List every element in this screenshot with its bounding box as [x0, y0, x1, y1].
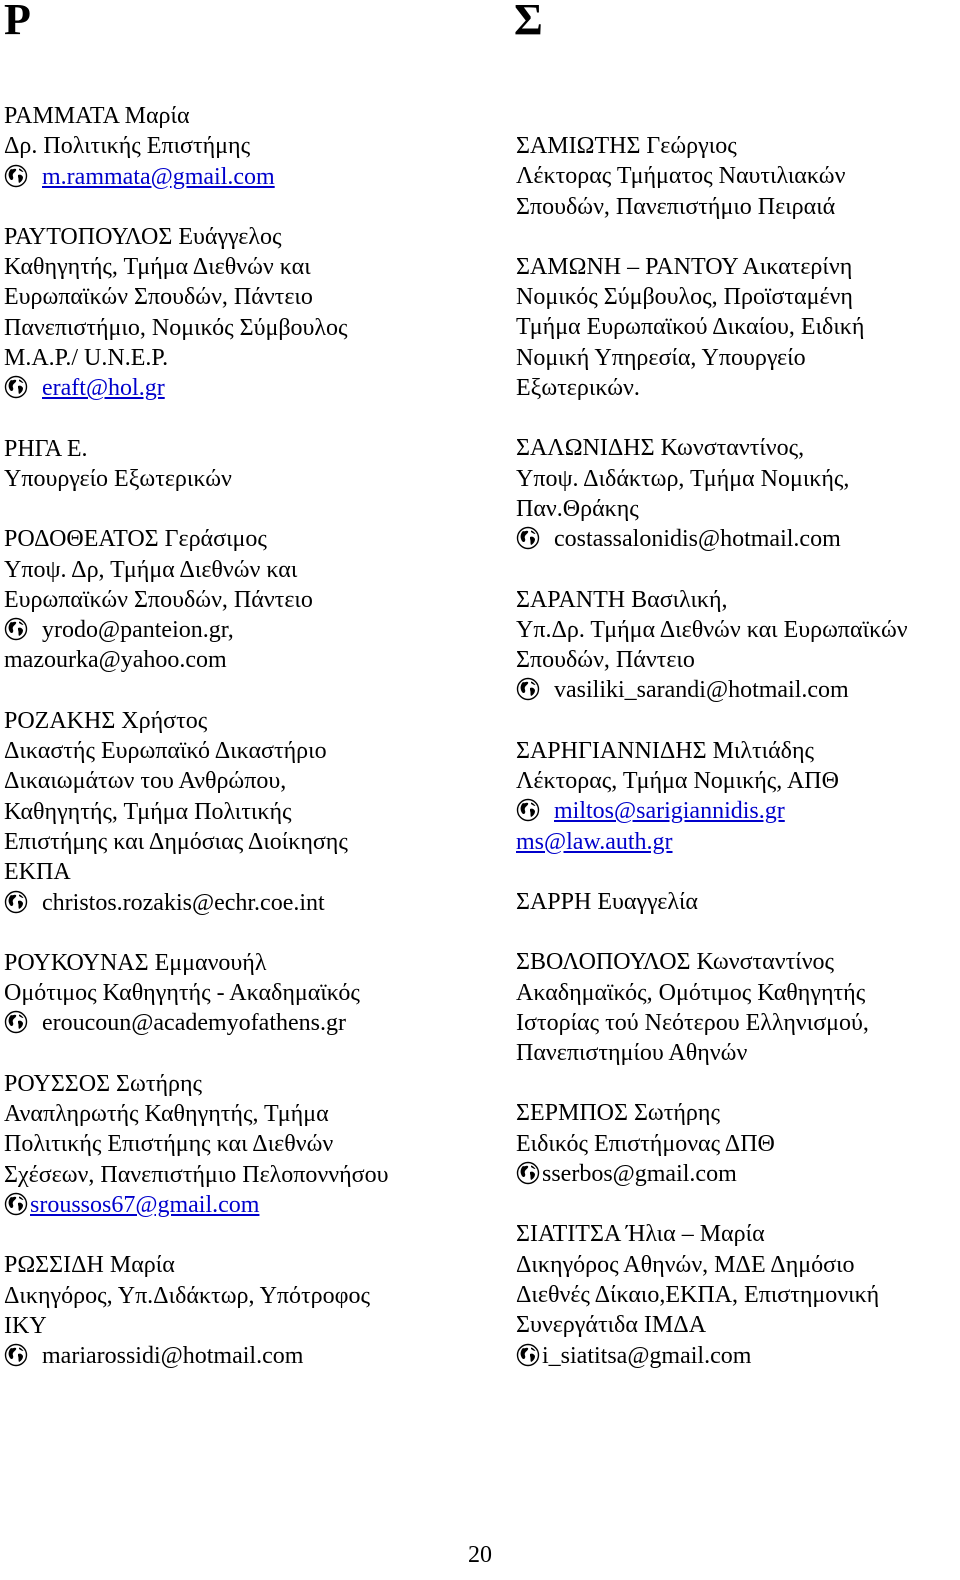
person-name [516, 1098, 956, 1128]
line-text: mazourka@yahoo.com [4, 647, 227, 674]
line-text: ΡΟΔΟΘΕΑΤΟΣ Γεράσιμος [4, 526, 267, 553]
affiliation-line [4, 827, 456, 857]
affiliation-line [516, 192, 956, 222]
email-link[interactable]: sroussos67@gmail.com [30, 1191, 260, 1218]
affiliation-line [516, 766, 956, 796]
globe-icon [516, 798, 540, 822]
affiliation-line [516, 645, 956, 675]
email-link[interactable]: eraft@hol.gr [42, 375, 165, 402]
left-entry [4, 434, 456, 495]
line-text: ΡΑΥΤΟΠΟΥΛΟΣ Ευάγγελος [4, 223, 282, 250]
left-entry [4, 1069, 456, 1220]
line-text: Λέκτορας, Τμήμα Νομικής, ΑΠΘ [516, 768, 839, 795]
affiliation-line [4, 464, 456, 494]
right-entry [516, 947, 956, 1068]
line-text: ΣΑΛΩΝΙΔΗΣ Κωνσταντίνος, [516, 435, 805, 462]
affiliation-line [4, 1099, 456, 1129]
globe-icon [516, 526, 540, 550]
line-text: ΡΑΜΜΑΤΑ Μαρία [4, 103, 190, 129]
line-text: Πανεπιστημίου Αθηνών [516, 1040, 748, 1067]
globe-icon [4, 617, 28, 641]
line-text: Διεθνές Δίκαιο,ΕΚΠΑ, Επιστημονική [516, 1281, 880, 1308]
line-text: Πανεπιστήμιο, Νομικός Σύμβουλος [4, 314, 348, 341]
line-text: ΣΑΡΑΝΤΗ Βασιλική, [516, 586, 728, 613]
globe-icon [516, 1343, 540, 1367]
left-entry [4, 524, 456, 675]
line-text: Δικαστής Ευρωπαϊκό Δικαστήριο [4, 738, 327, 765]
affiliation-line [516, 1038, 956, 1068]
right-entry [516, 1219, 956, 1370]
right-entry [516, 887, 956, 917]
affiliation-line [4, 282, 456, 312]
email-line [4, 1341, 456, 1371]
line-text: Ακαδημαϊκός, Ομότιμος Καθηγητής [516, 979, 866, 1006]
line-text: costassalonidis@hotmail.com [554, 526, 841, 553]
affiliation-line [4, 585, 456, 615]
person-name [516, 736, 956, 766]
line-text: ΣΑΜΩΝΗ – ΡΑΝΤΟΥ Αικατερίνη [516, 253, 853, 280]
line-text: ΣΑΡΗΓΙΑΝΝΙΔΗΣ Μιλτιάδης [516, 737, 815, 764]
line-text: Τμήμα Ευρωπαϊκού Δικαίου, Ειδική [516, 314, 865, 341]
affiliation-line [516, 343, 956, 373]
affiliation-line [4, 1281, 456, 1311]
affiliation-line [516, 494, 956, 524]
line-text: Ειδικός Επιστήμονας ΔΠΘ [516, 1130, 775, 1157]
affiliation-line [516, 464, 956, 494]
person-name [516, 131, 956, 161]
email-line [4, 888, 456, 918]
affiliation-line [4, 1129, 456, 1159]
affiliation-line [4, 313, 456, 343]
line-text: yrodo@panteion.gr, [42, 617, 234, 644]
line-text: Νομική Υπηρεσία, Υπουργείο [516, 344, 806, 371]
line-text: Αναπληρωτής Καθηγητής, Τμήμα [4, 1101, 329, 1128]
affiliation-line [516, 1310, 956, 1340]
affiliation-line [4, 1311, 456, 1341]
affiliation-line [516, 1280, 956, 1310]
line-text: ΡΗΓΑ Ε. [4, 435, 88, 462]
email-line[interactable] [4, 162, 456, 192]
email-line [4, 615, 456, 645]
line-text: ΡΟΖΑΚΗΣ Χρήστος [4, 707, 208, 734]
line-text: ΣΙΑΤΙΤΣΑ Ήλια – Μαρία [516, 1221, 765, 1248]
globe-icon [4, 890, 28, 914]
line-text: ΣΒΟΛΟΠΟΥΛΟΣ Κωνσταντίνος [516, 949, 835, 976]
line-text: Δικηγόρος Αθηνών, ΜΔΕ Δημόσιο [516, 1251, 855, 1278]
right-entry [516, 131, 956, 222]
affiliation-line [516, 373, 956, 403]
line-text: eroucoun@academyofathens.gr [42, 1010, 346, 1037]
affiliation-line [516, 282, 956, 312]
person-name [516, 1219, 956, 1249]
email-line [516, 1159, 956, 1189]
affiliation-line [516, 1008, 956, 1038]
email-line[interactable] [516, 827, 956, 857]
person-name [516, 433, 956, 463]
email-link[interactable]: miltos@sarigiannidis.gr [554, 798, 785, 825]
person-name [4, 948, 456, 978]
line-text: Ομότιμος Καθηγητής - Ακαδημαϊκός [4, 980, 360, 1007]
affiliation-line [516, 1250, 956, 1280]
person-name [4, 706, 456, 736]
globe-icon [4, 164, 28, 188]
line-text: sserbos@gmail.com [542, 1161, 737, 1188]
email-link[interactable]: m.rammata@gmail.com [42, 163, 275, 190]
left-entry [4, 1250, 456, 1371]
line-text: Δικηγόρος, Υπ.Διδάκτωρ, Υπότροφος [4, 1282, 370, 1309]
affiliation-line [516, 312, 956, 342]
globe-icon [516, 1161, 540, 1185]
right-entry [516, 585, 956, 706]
globe-icon [4, 375, 28, 399]
right-entry [516, 736, 956, 857]
section-letter-rho: Ρ [4, 0, 31, 44]
line-text: ΣΑΜΙΩΤΗΣ Γεώργιος [516, 133, 737, 159]
email-line [516, 675, 956, 705]
line-text: Καθηγητής, Τμήμα Πολιτικής [4, 798, 292, 825]
right-column [516, 131, 956, 1401]
line-text: Δρ. Πολιτικής Επιστήμης [4, 133, 251, 160]
affiliation-line [4, 555, 456, 585]
line-text: Λέκτορας Τμήματος Ναυτιλιακών [516, 163, 846, 190]
affiliation-line [516, 1129, 956, 1159]
person-name [516, 947, 956, 977]
person-name [516, 887, 956, 917]
line-text: Καθηγητής, Τμήμα Διεθνών και [4, 254, 311, 281]
line-text: Επιστήμης και Δημόσιας Διοίκησης [4, 828, 348, 855]
line-text: Συνεργάτιδα ΙΜΔΑ [516, 1312, 707, 1339]
affiliation-line [516, 615, 956, 645]
person-name [4, 434, 456, 464]
line-text: Σπουδών, Πανεπιστήμιο Πειραιά [516, 193, 836, 220]
line-text: ΡΟΥΣΣΟΣ Σωτήρης [4, 1070, 203, 1097]
email-line[interactable] [4, 373, 456, 403]
globe-icon [4, 1010, 28, 1034]
left-entry [4, 101, 456, 192]
affiliation-line [4, 857, 456, 887]
line-text: mariarossidi@hotmail.com [42, 1343, 304, 1370]
person-name [4, 1069, 456, 1099]
affiliation-line [4, 1160, 456, 1190]
line-text: Ευρωπαϊκών Σπουδών, Πάντειο [4, 586, 313, 613]
email-line [4, 1008, 456, 1038]
line-text: vasiliki_sarandi@hotmail.com [554, 677, 849, 704]
line-text: ΡΩΣΣΙΔΗ Μαρία [4, 1252, 175, 1279]
affiliation-line [4, 797, 456, 827]
right-entry [516, 433, 956, 554]
line-text: Σχέσεων, Πανεπιστήμιο Πελοποννήσου [4, 1161, 389, 1188]
affiliation-line [516, 161, 956, 191]
person-name [4, 222, 456, 252]
left-entry [4, 948, 456, 1039]
page-number: 20 [468, 1542, 492, 1568]
line-text: Ευρωπαϊκών Σπουδών, Πάντειο [4, 284, 313, 311]
affiliation-line [4, 736, 456, 766]
line-text: ΕΚΠΑ [4, 859, 71, 886]
person-name [4, 524, 456, 554]
person-name [516, 585, 956, 615]
right-entry [516, 1098, 956, 1189]
globe-icon [516, 677, 540, 701]
line-text: Ιστορίας τού Νεότερου Ελληνισμού, [516, 1009, 869, 1036]
email-line[interactable] [4, 1190, 456, 1220]
line-text: ΙΚΥ [4, 1312, 47, 1339]
line-text: Υπ.Δρ. Τμήμα Διεθνών και Ευρωπαϊκών [516, 616, 908, 643]
email-line [516, 1341, 956, 1371]
left-column [4, 101, 456, 1401]
line-text: Μ.Α.Ρ./ U.N.E.P. [4, 345, 169, 372]
affiliation-line [4, 978, 456, 1008]
affiliation-line [4, 645, 456, 675]
person-name [4, 101, 456, 131]
person-name [516, 252, 956, 282]
right-entry [516, 252, 956, 403]
affiliation-line [4, 252, 456, 282]
line-text: Πολιτικής Επιστήμης και Διεθνών [4, 1131, 334, 1158]
affiliation-line [4, 131, 456, 161]
line-text: ΣΕΡΜΠΟΣ Σωτήρης [516, 1100, 720, 1127]
line-text: ΡΟΥΚΟΥΝΑΣ Εμμανουήλ [4, 949, 267, 976]
globe-icon [4, 1192, 28, 1216]
section-letter-sigma: Σ [514, 0, 543, 44]
line-text: ΣΑΡΡΗ Ευαγγελία [516, 888, 698, 915]
affiliation-line [516, 978, 956, 1008]
line-text: Υποψ. Δρ, Τμήμα Διεθνών και [4, 556, 298, 583]
line-text: Υποψ. Διδάκτωρ, Τμήμα Νομικής, [516, 465, 850, 492]
line-text: Εξωτερικών. [516, 375, 640, 402]
line-text: Σπουδών, Πάντειο [516, 647, 695, 674]
line-text: Δικαιωμάτων του Ανθρώπου, [4, 768, 287, 795]
email-line [516, 524, 956, 554]
line-text: i_siatitsa@gmail.com [542, 1342, 752, 1369]
affiliation-line [4, 766, 456, 796]
email-line[interactable] [516, 796, 956, 826]
globe-icon [4, 1343, 28, 1367]
email-link[interactable]: ms@law.auth.gr [516, 828, 673, 855]
line-text: Νομικός Σύμβουλος, Προϊσταμένη [516, 284, 853, 311]
line-text: christos.rozakis@echr.coe.int [42, 889, 325, 916]
affiliation-line [4, 343, 456, 373]
left-entry [4, 222, 456, 404]
line-text: Παν.Θράκης [516, 495, 639, 522]
line-text: Υπουργείο Εξωτερικών [4, 465, 232, 492]
person-name [4, 1250, 456, 1280]
left-entry [4, 706, 456, 918]
